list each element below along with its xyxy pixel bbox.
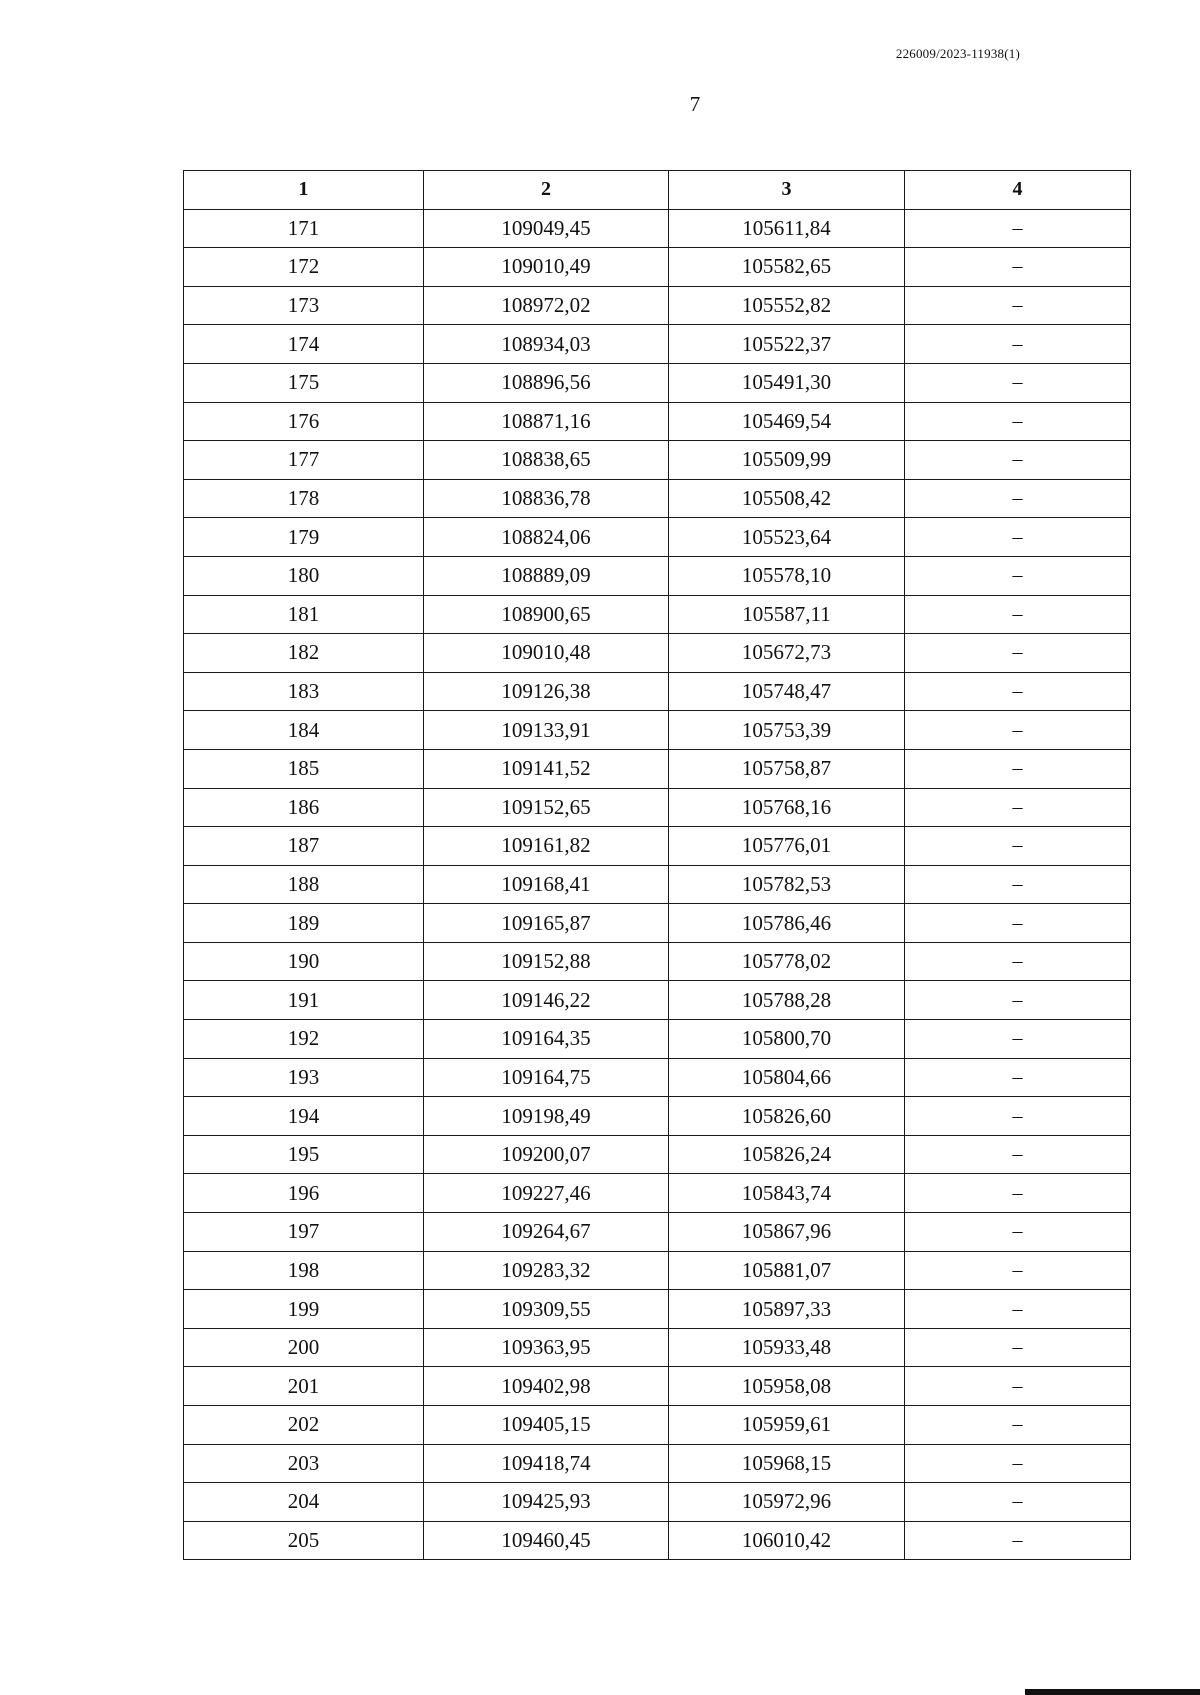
point-number-cell: 187 <box>184 827 424 866</box>
x-coordinate-cell: 109402,98 <box>424 1367 669 1406</box>
note-cell: – <box>905 1367 1131 1406</box>
point-number-cell: 182 <box>184 634 424 673</box>
note-cell: – <box>905 904 1131 943</box>
point-number-cell: 190 <box>184 942 424 981</box>
y-coordinate-cell: 105778,02 <box>669 942 905 981</box>
y-coordinate-cell: 105611,84 <box>669 209 905 248</box>
table-row <box>184 1020 1131 1059</box>
table-row <box>184 634 1131 673</box>
x-coordinate-cell: 109264,67 <box>424 1213 669 1252</box>
note-cell: – <box>905 1521 1131 1560</box>
y-coordinate-cell: 105897,33 <box>669 1290 905 1329</box>
column-header-3: 3 <box>669 171 905 210</box>
point-number-cell: 186 <box>184 788 424 827</box>
point-number-cell: 200 <box>184 1328 424 1367</box>
point-number-cell: 174 <box>184 325 424 364</box>
note-cell: – <box>905 1213 1131 1252</box>
point-number-cell: 196 <box>184 1174 424 1213</box>
point-number-cell: 199 <box>184 1290 424 1329</box>
note-cell: – <box>905 1483 1131 1522</box>
table-row <box>184 981 1131 1020</box>
note-cell: – <box>905 479 1131 518</box>
y-coordinate-cell: 105867,96 <box>669 1213 905 1252</box>
x-coordinate-cell: 109198,49 <box>424 1097 669 1136</box>
x-coordinate-cell: 109152,88 <box>424 942 669 981</box>
x-coordinate-cell: 109152,65 <box>424 788 669 827</box>
note-cell: – <box>905 1406 1131 1445</box>
x-coordinate-cell: 108824,06 <box>424 518 669 557</box>
x-coordinate-cell: 109283,32 <box>424 1251 669 1290</box>
table-row <box>184 286 1131 325</box>
x-coordinate-cell: 109418,74 <box>424 1444 669 1483</box>
y-coordinate-cell: 105843,74 <box>669 1174 905 1213</box>
note-cell: – <box>905 1328 1131 1367</box>
note-cell: – <box>905 1058 1131 1097</box>
y-coordinate-cell: 105552,82 <box>669 286 905 325</box>
y-coordinate-cell: 105826,24 <box>669 1135 905 1174</box>
x-coordinate-cell: 108900,65 <box>424 595 669 634</box>
coordinates-table <box>183 170 1131 1560</box>
point-number-cell: 203 <box>184 1444 424 1483</box>
note-cell: – <box>905 556 1131 595</box>
y-coordinate-cell: 105753,39 <box>669 711 905 750</box>
note-cell: – <box>905 1174 1131 1213</box>
note-cell: – <box>905 402 1131 441</box>
x-coordinate-cell: 109010,49 <box>424 248 669 287</box>
point-number-cell: 193 <box>184 1058 424 1097</box>
x-coordinate-cell: 109200,07 <box>424 1135 669 1174</box>
y-coordinate-cell: 105523,64 <box>669 518 905 557</box>
y-coordinate-cell: 105788,28 <box>669 981 905 1020</box>
point-number-cell: 181 <box>184 595 424 634</box>
y-coordinate-cell: 105748,47 <box>669 672 905 711</box>
x-coordinate-cell: 109161,82 <box>424 827 669 866</box>
y-coordinate-cell: 105508,42 <box>669 479 905 518</box>
note-cell: – <box>905 441 1131 480</box>
y-coordinate-cell: 105587,11 <box>669 595 905 634</box>
note-cell: – <box>905 788 1131 827</box>
point-number-cell: 184 <box>184 711 424 750</box>
y-coordinate-cell: 105826,60 <box>669 1097 905 1136</box>
y-coordinate-cell: 105776,01 <box>669 827 905 866</box>
note-cell: – <box>905 1290 1131 1329</box>
y-coordinate-cell: 105958,08 <box>669 1367 905 1406</box>
table-row <box>184 1135 1131 1174</box>
point-number-cell: 189 <box>184 904 424 943</box>
column-header-2: 2 <box>424 171 669 210</box>
y-coordinate-cell: 105959,61 <box>669 1406 905 1445</box>
table-row <box>184 325 1131 364</box>
y-coordinate-cell: 106010,42 <box>669 1521 905 1560</box>
x-coordinate-cell: 109405,15 <box>424 1406 669 1445</box>
point-number-cell: 191 <box>184 981 424 1020</box>
scan-edge-mark <box>1025 1689 1200 1695</box>
note-cell: – <box>905 1251 1131 1290</box>
y-coordinate-cell: 105768,16 <box>669 788 905 827</box>
note-cell: – <box>905 363 1131 402</box>
x-coordinate-cell: 109164,35 <box>424 1020 669 1059</box>
y-coordinate-cell: 105582,65 <box>669 248 905 287</box>
table-row <box>184 595 1131 634</box>
document-id: 226009/2023-11938(1) <box>895 46 1020 61</box>
note-cell: – <box>905 1097 1131 1136</box>
table-row <box>184 1290 1131 1329</box>
note-cell: – <box>905 1444 1131 1483</box>
table-row <box>184 1251 1131 1290</box>
y-coordinate-cell: 105782,53 <box>669 865 905 904</box>
x-coordinate-cell: 108838,65 <box>424 441 669 480</box>
y-coordinate-cell: 105933,48 <box>669 1328 905 1367</box>
x-coordinate-cell: 108836,78 <box>424 479 669 518</box>
table-body <box>184 209 1131 1560</box>
x-coordinate-cell: 109309,55 <box>424 1290 669 1329</box>
table-row <box>184 865 1131 904</box>
x-coordinate-cell: 109010,48 <box>424 634 669 673</box>
y-coordinate-cell: 105758,87 <box>669 749 905 788</box>
point-number-cell: 179 <box>184 518 424 557</box>
table-row <box>184 1521 1131 1560</box>
table-row <box>184 672 1131 711</box>
note-cell: – <box>905 672 1131 711</box>
table-row <box>184 788 1131 827</box>
note-cell: – <box>905 248 1131 287</box>
table-row <box>184 1444 1131 1483</box>
table-row <box>184 1483 1131 1522</box>
table-row <box>184 1174 1131 1213</box>
table-row <box>184 402 1131 441</box>
note-cell: – <box>905 634 1131 673</box>
note-cell: – <box>905 209 1131 248</box>
point-number-cell: 178 <box>184 479 424 518</box>
table-row <box>184 904 1131 943</box>
point-number-cell: 198 <box>184 1251 424 1290</box>
point-number-cell: 201 <box>184 1367 424 1406</box>
point-number-cell: 171 <box>184 209 424 248</box>
x-coordinate-cell: 108889,09 <box>424 556 669 595</box>
point-number-cell: 173 <box>184 286 424 325</box>
x-coordinate-cell: 108972,02 <box>424 286 669 325</box>
page-number: 7 <box>689 92 701 116</box>
y-coordinate-cell: 105578,10 <box>669 556 905 595</box>
table-row <box>184 1367 1131 1406</box>
note-cell: – <box>905 865 1131 904</box>
y-coordinate-cell: 105968,15 <box>669 1444 905 1483</box>
x-coordinate-cell: 108934,03 <box>424 325 669 364</box>
x-coordinate-cell: 109133,91 <box>424 711 669 750</box>
table-row <box>184 1328 1131 1367</box>
point-number-cell: 204 <box>184 1483 424 1522</box>
y-coordinate-cell: 105522,37 <box>669 325 905 364</box>
table-row <box>184 711 1131 750</box>
table-row <box>184 556 1131 595</box>
table-row <box>184 363 1131 402</box>
point-number-cell: 192 <box>184 1020 424 1059</box>
x-coordinate-cell: 109460,45 <box>424 1521 669 1560</box>
x-coordinate-cell: 109141,52 <box>424 749 669 788</box>
x-coordinate-cell: 109227,46 <box>424 1174 669 1213</box>
y-coordinate-cell: 105800,70 <box>669 1020 905 1059</box>
table-row <box>184 518 1131 557</box>
point-number-cell: 202 <box>184 1406 424 1445</box>
y-coordinate-cell: 105786,46 <box>669 904 905 943</box>
point-number-cell: 177 <box>184 441 424 480</box>
table-row <box>184 441 1131 480</box>
y-coordinate-cell: 105881,07 <box>669 1251 905 1290</box>
column-header-1: 1 <box>184 171 424 210</box>
y-coordinate-cell: 105972,96 <box>669 1483 905 1522</box>
point-number-cell: 175 <box>184 363 424 402</box>
x-coordinate-cell: 109363,95 <box>424 1328 669 1367</box>
y-coordinate-cell: 105804,66 <box>669 1058 905 1097</box>
note-cell: – <box>905 981 1131 1020</box>
note-cell: – <box>905 325 1131 364</box>
point-number-cell: 194 <box>184 1097 424 1136</box>
point-number-cell: 185 <box>184 749 424 788</box>
note-cell: – <box>905 286 1131 325</box>
point-number-cell: 183 <box>184 672 424 711</box>
table-row <box>184 248 1131 287</box>
x-coordinate-cell: 109165,87 <box>424 904 669 943</box>
point-number-cell: 188 <box>184 865 424 904</box>
table-row <box>184 827 1131 866</box>
point-number-cell: 180 <box>184 556 424 595</box>
y-coordinate-cell: 105672,73 <box>669 634 905 673</box>
note-cell: – <box>905 942 1131 981</box>
point-number-cell: 205 <box>184 1521 424 1560</box>
table-row <box>184 1097 1131 1136</box>
y-coordinate-cell: 105509,99 <box>669 441 905 480</box>
x-coordinate-cell: 109049,45 <box>424 209 669 248</box>
note-cell: – <box>905 1135 1131 1174</box>
column-header-4: 4 <box>905 171 1131 210</box>
table-row <box>184 1058 1131 1097</box>
note-cell: – <box>905 827 1131 866</box>
y-coordinate-cell: 105469,54 <box>669 402 905 441</box>
x-coordinate-cell: 109164,75 <box>424 1058 669 1097</box>
x-coordinate-cell: 108871,16 <box>424 402 669 441</box>
x-coordinate-cell: 109168,41 <box>424 865 669 904</box>
table-row <box>184 749 1131 788</box>
x-coordinate-cell: 109126,38 <box>424 672 669 711</box>
table-row <box>184 1406 1131 1445</box>
point-number-cell: 176 <box>184 402 424 441</box>
table-row <box>184 1213 1131 1252</box>
y-coordinate-cell: 105491,30 <box>669 363 905 402</box>
note-cell: – <box>905 711 1131 750</box>
note-cell: – <box>905 749 1131 788</box>
note-cell: – <box>905 518 1131 557</box>
table-row <box>184 209 1131 248</box>
x-coordinate-cell: 109146,22 <box>424 981 669 1020</box>
point-number-cell: 172 <box>184 248 424 287</box>
point-number-cell: 197 <box>184 1213 424 1252</box>
table-header-row <box>184 171 1131 210</box>
table-row <box>184 479 1131 518</box>
x-coordinate-cell: 109425,93 <box>424 1483 669 1522</box>
point-number-cell: 195 <box>184 1135 424 1174</box>
note-cell: – <box>905 1020 1131 1059</box>
note-cell: – <box>905 595 1131 634</box>
table-row <box>184 942 1131 981</box>
x-coordinate-cell: 108896,56 <box>424 363 669 402</box>
